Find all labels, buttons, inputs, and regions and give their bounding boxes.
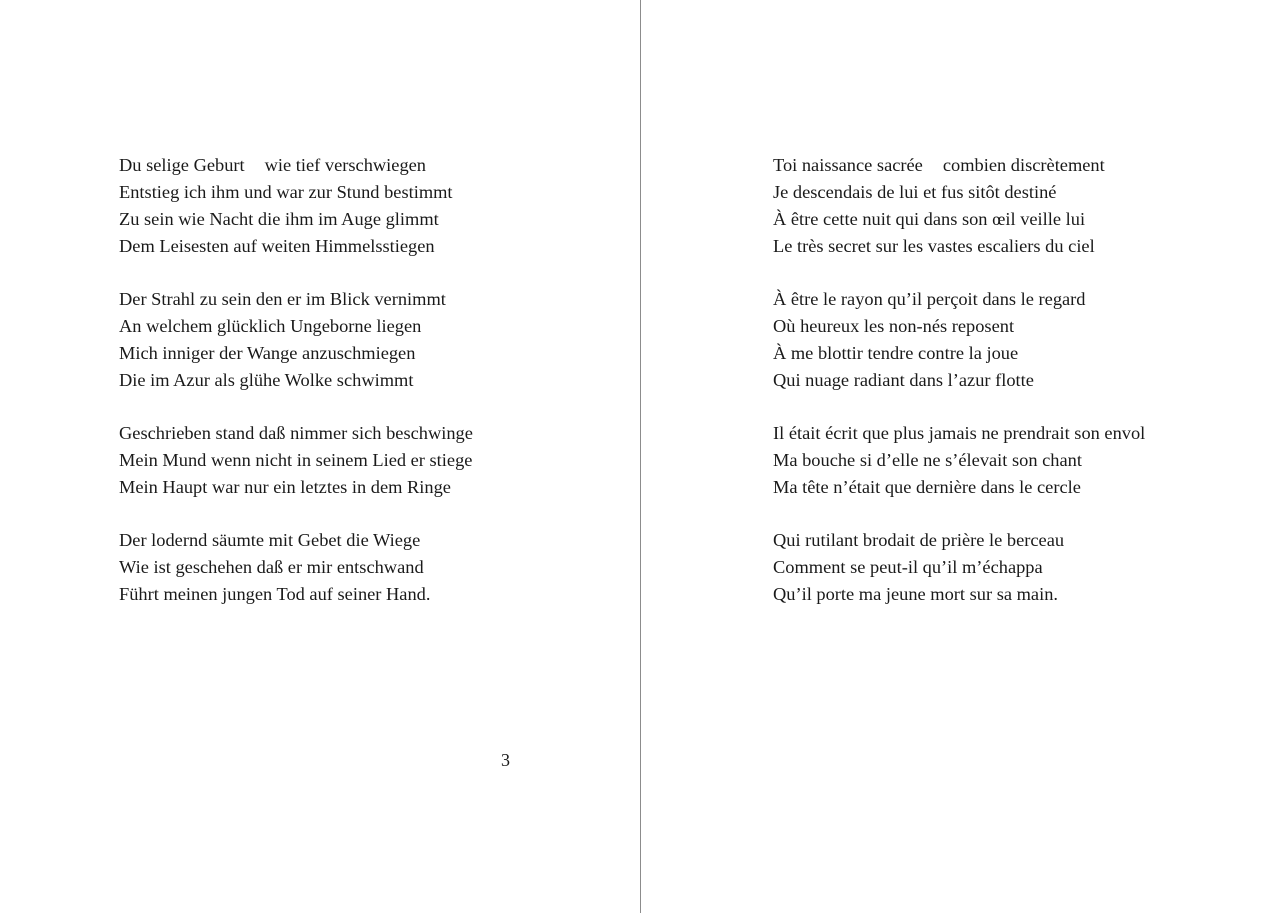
verse-line-part: Toi naissance sacrée [773, 155, 923, 175]
verse-line: Qui nuage radiant dans l’azur flotte [773, 370, 1034, 390]
verse-line: Wie ist geschehen daß er mir entschwand [119, 557, 424, 577]
verse-line: Mein Mund wenn nicht in seinem Lied er stiege [119, 450, 473, 470]
verse-line: An welchem glücklich Ungeborne liegen [119, 316, 422, 336]
verse-line-part: combien discrètement [942, 155, 1105, 175]
verse-line: À être le rayon qu’il perçoit dans le regard [773, 289, 1086, 309]
verse-line: Il était écrit que plus jamais ne prendrait son envol [773, 423, 1146, 443]
stanza [119, 286, 473, 394]
verse-line: Geschrieben stand daß nimmer sich beschwinge [119, 423, 473, 443]
page-number: 3 [501, 750, 510, 770]
verse-line: Ma tête n’était que dernière dans le cercle [773, 477, 1081, 497]
german-poem [119, 152, 473, 634]
verse-line: Dem Leisesten auf weiten Himmelsstiegen [119, 236, 435, 256]
stanza [773, 286, 1145, 394]
verse-line: Le très secret sur les vastes escaliers du ciel [773, 236, 1095, 256]
verse-line: Je descendais de lui et fus sitôt destiné [773, 182, 1057, 202]
left-page [0, 0, 640, 913]
stanza [773, 420, 1145, 501]
verse-line: Der lodernd säumte mit Gebet die Wiege [119, 530, 421, 550]
verse-line: Zu sein wie Nacht die ihm im Auge glimmt [119, 209, 439, 229]
verse-line: Comment se peut-il qu’il m’échappa [773, 557, 1043, 577]
verse-line: Ma bouche si d’elle ne s’élevait son chant [773, 450, 1082, 470]
verse-line [119, 152, 473, 179]
verse-line: À être cette nuit qui dans son œil veille lui [773, 209, 1086, 229]
verse-line-part: Du selige Geburt [119, 155, 245, 175]
stanza [119, 420, 473, 501]
verse-line [773, 152, 1145, 179]
verse-line: Où heureux les non-nés reposent [773, 316, 1015, 336]
verse-line: Der Strahl zu sein den er im Blick vernimmt [119, 289, 446, 309]
stanza [773, 152, 1145, 260]
french-translation [773, 152, 1145, 634]
right-page [642, 0, 1283, 913]
verse-line: Die im Azur als glühe Wolke schwimmt [119, 370, 414, 390]
stanza [119, 152, 473, 260]
verse-line: Mich inniger der Wange anzuschmiegen [119, 343, 416, 363]
stanza [119, 527, 473, 608]
verse-line: À me blottir tendre contre la joue [773, 343, 1019, 363]
verse-line-part: wie tief verschwiegen [264, 155, 426, 175]
page-gutter-divider [640, 0, 641, 913]
verse-line: Mein Haupt war nur ein letztes in dem Ringe [119, 477, 451, 497]
verse-line: Führt meinen jungen Tod auf seiner Hand. [119, 584, 431, 604]
stanza [773, 527, 1145, 608]
verse-line: Qui rutilant brodait de prière le berceau [773, 530, 1065, 550]
verse-line: Entstieg ich ihm und war zur Stund bestimmt [119, 182, 453, 202]
verse-line: Qu’il porte ma jeune mort sur sa main. [773, 584, 1058, 604]
